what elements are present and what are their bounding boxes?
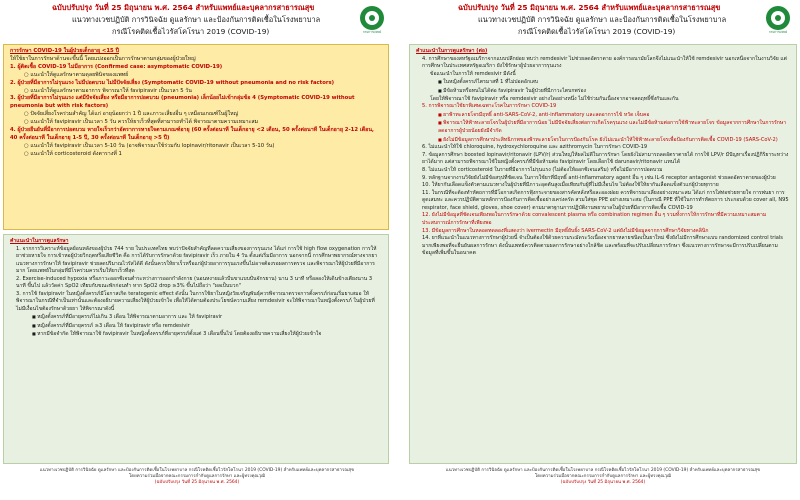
list-item: 12. ยังไม่มีข้อมูลที่ชัดเจนเพียงพอในการรักษาด้วย convalescent plasma หรือ combination regimen อื่น ๆ รวมทั้งการให้การรักษาที่มีความเหมาะสมตามประสบการณ์การรักษาที่เพียงพอ bbox=[422, 212, 767, 227]
list-item: 9. หลักฐานจากงานวิจัยยังไม่มีข้อสรุปที่ชัดเจน ในการใช้ยาที่มีฤทธิ์ anti-inflammatory agent อื่น ๆ เช่น IL-6 receptor antagonist ช่วยลดอัตราตายของผู้ป่วย bbox=[422, 174, 776, 181]
list-subitem: โดยให้พิจารณาใช้ favipiravir หรือ remdesivir อย่างใดอย่างหนึ่ง ไม่ใช้ร่วมกันเนื่องจากอาจลดฤทธิ์ซึ่งกันและกัน bbox=[430, 95, 679, 102]
section-title: คำแนะนำในการดูแลรักษา bbox=[10, 238, 69, 244]
footer-revision: (ฉบับปรับปรุง วันที่ 25 มิถุนายน พ.ศ. 2564) bbox=[560, 480, 646, 486]
list-subitem: ■ หากมีข้อจำกัด ให้พิจารณาใช้ favipiravir ในหญิงตั้งครรภ์ที่อายุครรภ์ตั้งแต่ 3 เดือนขึ้นไป โดยต้องอธิบายความเสี่ยงให้ผู้ป่วยเข้าใจ bbox=[10, 330, 382, 339]
list-subitem: ■ หญิงตั้งครรภ์ที่มีอายุครรภ์ ≥3 เดือน ให้ favipiravir หรือ remdesivir bbox=[10, 322, 382, 331]
document-page-right bbox=[406, 0, 800, 500]
list-subitem: ○ แนะนำให้ดูแลรักษาตามอาการ พิจารณาให้ favipiravir เป็นเวลา 5 วัน bbox=[10, 88, 382, 96]
header-subtitle: กรณีโรคติดเชื้อไวรัสโคโรนา 2019 (COVID-19) bbox=[518, 27, 676, 36]
list-item: 2. Exercise-induced hypoxia หรือภาวะออกซิเจนต่ำระหว่างการออกกำลังกาย (นอนหงายแล้วปั่นขาแบบปั่นจักรยาน) นาน 3 นาที หรือลองให้เดินข้างเตียงนาน 3 นาที ขึ้นไป แล้ววัดค่า SpO2 เทียบกับขณะพักก่อนทำ หาก SpO2 drop ≥3% ขึ้นไปถือว่า "ผลเป็นบวก" bbox=[16, 275, 373, 289]
footer-line: แนวทางเวชปฏิบัติ การวินิจฉัย ดูแลรักษา และป้องกันการติดเชื้อในโรงพยาบาล กรณีโรคติดเชื้อไวรัสโคโรนา 2019 (COVID-19) สำหรับแพทย์และบุคลากรสาธารณสุข bbox=[445, 468, 761, 473]
list-subitem: ■ ยาฟ้าทะลายโจรมีฤทธิ์ anti-SARS-CoV-2, anti-inflammatory และลดอาการไข้ หวัด เจ็บคอ bbox=[416, 111, 790, 120]
list-subitem: ■ หญิงตั้งครรภ์ที่มีอายุครรภ์ไม่เกิน 3 เดือน ให้พิจารณาตามอาการ และ ให้ favipiravir bbox=[10, 313, 382, 322]
list-item: 7. ข้อมูลการศึกษา boosted lopinavir/ritonavir (LPV/r) ส่วนใหญ่ให้ผลไม่ดีในการรักษา โดยยังไม่สามารถลดอัตราตายได้ การใช้ LPV/r มีปัญหาเรื่องปฏิกิริยาระหว่างยาได้มาก แต่สามารถพิจารณาใช้ในหญิงตั้งครรภ์ที่มีข้อห้ามต่อ favipiravir โดยเลือกใช้ darunavir/ritonavir แทนได้ bbox=[422, 151, 789, 166]
list-item: 6. ไม่แนะนำให้ใช้ chloroquine, hydroxychloroquine และ azithromycin ในการรักษา COVID-19 bbox=[422, 144, 648, 151]
header-title: แนวทางเวชปฏิบัติ การวินิจฉัย ดูแลรักษา และป้องกันการติดเชื้อในโรงพยาบาล bbox=[72, 15, 321, 24]
section-title: การรักษา COVID-19 ในผู้ป่วยเด็กอายุ <15 ปี bbox=[10, 48, 119, 54]
list-item: 11. ในกรณีที่จะต้องทำหัตถการที่มีโอกาสเกิดการฟุ้งกระจายของสารคัดหลั่งหรือละอองฝอย ควรพิจารณาเลี่ยงอย่างเหมาะสม ได้แก่ การใส่ท่อช่วยหายใจ การพ่นยา การดูดเสมหะ และควรปฏิบัติตามหลักการป้องกันการติดเชื้ออย่างเคร่งครัด สวมใส่ชุด PPE อย่างเหมาะสม (ในกรณี PPE ที่ใช้ในการทำหัตถการ ประกอบด้วย cover all, N95 respirator, face shield, gloves, shoe cover) ตามมาตรฐานการปฏิบัติงานพยาบาลในผู้ป่วยที่มีอาการติดเชื้อ COVID-19 bbox=[422, 189, 789, 211]
page-footer bbox=[414, 468, 792, 487]
list-subitem: ○ แนะนำให้ favipiravir เป็นเวลา 5-10 วัน (อาจพิจารณาใช้ร่วมกับ lopinavir/ritonavir เป็นเวลา 5-10 วัน) bbox=[10, 143, 382, 151]
page-footer bbox=[8, 468, 386, 487]
list-item: 8. ไม่แนะนำให้ corticosteroid ในรายที่มีอาการไม่รุนแรง (ไม่ต้องให้ออกซิเจนเสริม) หรือไม่มีอาการปอดบวม bbox=[422, 166, 663, 173]
page-header bbox=[406, 0, 800, 44]
footer-line: โดยความร่วมมือจากคณะกรรมการกำกับดูแลการรักษา และผู้ทรงคุณวุฒิ bbox=[128, 474, 266, 480]
page-gutter bbox=[394, 0, 406, 500]
header-title: แนวทางเวชปฏิบัติ การวินิจฉัย ดูแลรักษา และป้องกันการติดเชื้อในโรงพยาบาล bbox=[478, 15, 727, 24]
care-recommendations-cont-box bbox=[409, 44, 797, 464]
list-subitem: ■ ในหญิงตั้งครรภ์ไตรมาสที่ 1 ที่ไม่ปอดอักเสบ bbox=[416, 78, 790, 87]
list-subitem: ○ แนะนำให้ favipiravir เป็นเวลา 5 วัน ควรให้ยาเร็วที่สุดที่สามารถทำได้ พิจารณาตามความเหมาะสม bbox=[10, 119, 382, 127]
list-subitem: ■ ยังไม่มีข้อมูลการศึกษาประสิทธิภาพของฟ้าทะลายโจรในการป้องกันโรค ยังไม่แนะนำให้ใช้ฟ้าทะลายโจรเพื่อป้องกันการติดเชื้อ COVID-19 (SARS-CoV-2) bbox=[416, 136, 790, 145]
footer-line: แนวทางเวชปฏิบัติ การวินิจฉัย ดูแลรักษา และป้องกันการติดเชื้อในโรงพยาบาล กรณีโรคติดเชื้อไวรัสโคโรนา 2019 (COVID-19) สำหรับแพทย์และบุคลากรสาธารณสุข bbox=[39, 468, 355, 473]
header-revision: ฉบับปรับปรุง วันที่ 25 มิถุนายน พ.ศ. 2564 สำหรับแพทย์และบุคลากรสาธารณสุข bbox=[52, 3, 315, 12]
care-recommendations-box bbox=[3, 234, 389, 464]
list-subitem: ■ พิจารณาให้ฟ้าทะลายโจรในผู้ป่วยที่มีอาการน้อย ไม่มีปัจจัยเสี่ยงต่อการเกิดโรครุนแรง และไม่มีข้อห้ามต่อการใช้ฟ้าทะลายโจร ข้อมูลจากการศึกษาในการรักษาลดอาการผู้ป่วยน้อยยังมีจำกัด bbox=[416, 119, 790, 135]
list-item: 3. ผู้ป่วยที่มีอาการไม่รุนแรง แต่มีปัจจัยเสี่ยง หรือมีอาการปอดบวม (pneumonia) เล็กน้อยไม่เข้ากลุ่มข้อ 4 (Symptomatic COVID-19 without pneumonia but with risk factors) bbox=[10, 95, 355, 110]
page-header bbox=[0, 0, 394, 44]
list-item: 1. จากการวิเคราะห์ข้อมูลย้อนหลังของผู้ป่วย 744 ราย ในประเทศไทย พบว่าปัจจัยสำคัญที่ลดความเสี่ยงของการรุนแรง ได้แก่ การใช้ high flow oxygenation การให้ยาช่วยหายใจ การเข้าหอผู้ป่วยวิกฤตหรือเสียชีวิต คือ การได้รับการรักษาด้วย favipiravir เร็ว ภายใน 4 วัน ตั้งแต่เริ่มมีอาการ นอกจากนี้ การศึกษาพยากรณ์ทางจากยาแนวทางการรักษาให้ favipiravir ช่วยลดปริมาณไวรัสได้ดี ดังนั้นควรให้ยาเร็วหรือแก่ผู้ป่วยอาการรุนแรงขึ้นไม่อาจต้องรอผลการตรวจ และพิจารณาให้ผู้ป่วยที่มีอาการมาก โดยแพทย์ในกลุ่มที่มีโรคร่วมควรเริ่มให้ยาเร็วที่สุด bbox=[16, 245, 378, 274]
list-subitem: ■ มีข้อห้ามหรือทนไม่ได้ต่อ favipiravir ในผู้ป่วยที่มีภาวะไตบกพร่อง bbox=[416, 87, 790, 96]
document-page-left bbox=[0, 0, 394, 500]
list-item: 13. มีข้อมูลการศึกษาในหลอดทดลองที่แสดงว่า ivermectin มีฤทธิ์ยับยั้ง SARS-CoV-2 แต่ยังไม่มีข้อมูลจากการศึกษาวิจัยทางคลินิก bbox=[422, 227, 709, 234]
footer-revision: (ฉบับปรับปรุง วันที่ 25 มิถุนายน พ.ศ. 2564) bbox=[154, 480, 240, 486]
list-subitem: ○ แนะนำให้ corticosteroid ดังตารางที่ 1 bbox=[10, 151, 382, 159]
header-subtitle: กรณีโรคติดเชื้อไวรัสโคโรนา 2019 (COVID-19) bbox=[112, 27, 270, 36]
list-subitem: ข้อแนะนำในการให้ remdesivir มีดังนี้ bbox=[430, 70, 516, 77]
pediatric-treatment-box bbox=[3, 44, 389, 230]
list-item: 10. ให้ยากันเลือดแข็งตัวตามแนวทางในผู้ป่วยที่มีภาวะอุดตันสูงเมื่อเทียบกับผู้ที่ไม่มีเงื่อนไข ไม่ต้องใช้ให้ยากันเลือดแข็งตัวแก่ผู้ป่วยทุกราย bbox=[422, 182, 719, 189]
list-item: 1. ผู้ติดเชื้อ COVID-19 ไม่มีอาการ (Confirmed case: asymptomatic COVID-19) bbox=[10, 63, 223, 70]
intro-text: ให้ใช้ยาในการรักษาด้านจะขึ้นนี้ โดยแบ่งออกเป็นการรักษาตามกลุ่มของผู้ป่วยใหญ่ bbox=[10, 55, 196, 62]
list-item: 5. การพิจารณาใช้ยาพิเศษเฉพาะโรคในการรักษา COVID-19 bbox=[422, 103, 557, 110]
list-subitem: ○ ปัจจัยเสี่ยงโรคร่วมสำคัญ ได้แก่ อายุน้อยกว่า 1 ปี และภาวะเสี่ยงอื่น ๆ เหมือนเกณฑ์ในผู้ใหญ่ bbox=[10, 111, 382, 119]
list-item: 2. ผู้ป่วยที่มีอาการไม่รุนแรง ไม่มีปอดบวม ไม่มีปัจจัยเสี่ยง (Symptomatic COVID-19 without pneumonia and no risk factors) bbox=[10, 79, 335, 86]
header-revision: ฉบับปรับปรุง วันที่ 25 มิถุนายน พ.ศ. 2564 สำหรับแพทย์และบุคลากรสาธารณสุข bbox=[458, 3, 721, 12]
dms-logo-icon: กรมการแพทย์ bbox=[356, 6, 388, 38]
section-title: คำแนะนำในการดูแลรักษา (ต่อ) bbox=[416, 48, 488, 54]
footer-line: โดยความร่วมมือจากคณะกรรมการกำกับดูแลการรักษา และผู้ทรงคุณวุฒิ bbox=[534, 474, 672, 480]
list-item: 4. ผู้ป่วยยืนยันที่มีอาการปอดบวม หายใจเร็วกว่าอัตราการหายใจตามเกณฑ์อายุ (60 ครั้งต่อนาที ในเด็กอายุ <2 เดือน, 50 ครั้งต่อนาที ในเด็กอายุ 2-12 เดือน, 40 ครั้งต่อนาที ในเด็กอายุ 1-5 ปี, 30 ครั้งต่อนาที ในเด็กอายุ >5 ปี) bbox=[10, 127, 374, 141]
list-item: 14. ยาที่แนะนำในแนวทางการรักษาผู้ป่วยนี้ จำเป็นต้องใช้ด้วยความระมัดระวังเนื่องจากยาหลายชนิดเป็นยาใหม่ ซึ่งยังไม่มีการศึกษาแบบ randomized control trials มากเพียงพอที่จะยืนยันผลการรักษา ดังนั้นแพทย์ควรติดตามผลการรักษาอย่างใกล้ชิด และพร้อมที่จะปรับเปลี่ยนการรักษา ซึ่งแนวทางการรักษาจะมีการปรับเปลี่ยนตามข้อมูลที่เพิ่มขึ้นในอนาคต bbox=[422, 235, 783, 257]
list-item: 3. การใช้ favipiravir ในหญิงตั้งครรภ์มีโอกาสเกิด teratogenic effect ดังนั้น ในการใช้ยาในหญิงวัยเจริญพันธุ์ควรพิจารณาตรวจการตั้งครรภ์ก่อนเริ่มยาเสมอ ให้พิจารณาในกรณีที่จำเป็นเท่านั้นและต้องอธิบายความเสี่ยงให้ผู้ป่วยเข้าใจ เพื่อให้ได้ตามต้องประโยชน์ความเสี่ยง remdesivir จะให้พิจารณาในหญิงตั้งครรภ์ ในผู้ป่วยที่ไม่มีเงื่อนไขต้องรักษาด้วยยา ให้พิจารณาดังนี้ bbox=[16, 290, 375, 312]
list-subitem: ○ แนะนำให้ดูแลรักษาตามดุลยพินิจของแพทย์ bbox=[10, 72, 382, 80]
list-item: 4. การศึกษาของสหรัฐอเมริกาจากแบบปลีกย่อย พบว่า remdesivir ไม่ช่วยลดอัตราตาย องค์การอนามัยโลกจึงไม่แนะนำให้ใช้ remdesivir นอกเหนือจากในงานวิจัย แต่การศึกษาในประเทศสหรัฐอเมริกา ยังใช้รักษาผู้ป่วยอาการรุนแรง bbox=[422, 55, 787, 70]
dms-logo-icon: กรมการแพทย์ bbox=[762, 6, 794, 38]
